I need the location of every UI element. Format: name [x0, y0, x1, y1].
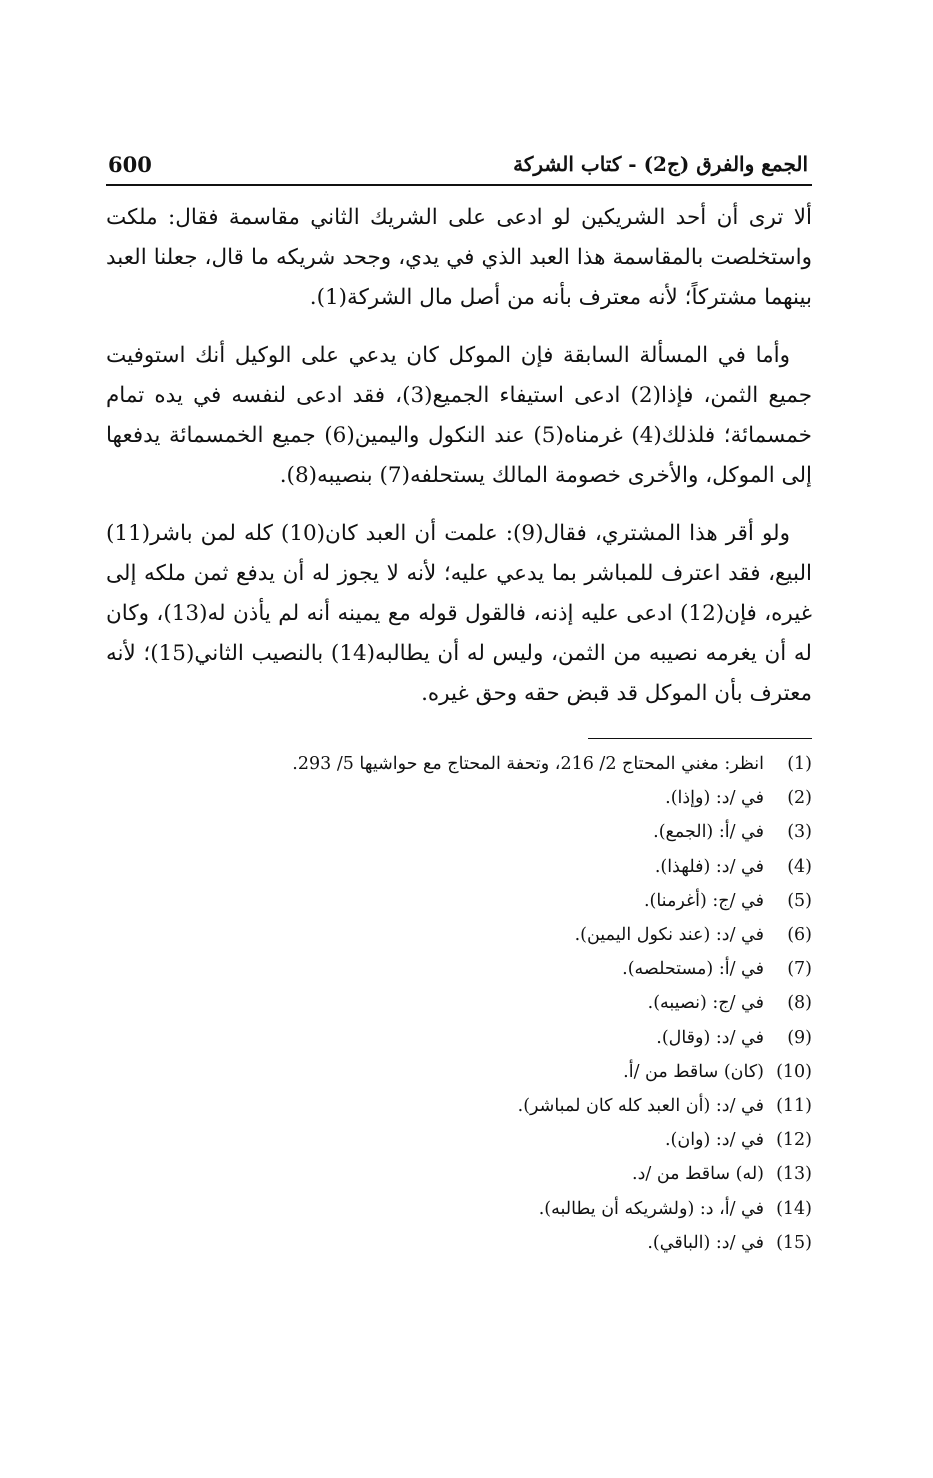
footnote-text: في /د: (الباقي). [647, 1232, 764, 1253]
paragraph-3: ولو أقر هذا المشتري، فقال(9): علمت أن العبد كان(10) كله لمن باشر(11) البيع، فقد اعترف للمباشر بما يدعي عليه؛ لأنه لا يجوز له أن يدفع ثمن ملكه إلى غيره، فإن(12) ادعى عليه إذنه، فالقول قوله مع يمينه أنه لم يأذن له(13)، وكان له أن يغرمه نصيبه من الثمن، وليس له أن يطالبه(14) بالنصيب الثاني(15)؛ لأنه معترف بأن الموكل قد قبض حقه وحق غيره. [106, 521, 812, 706]
footnote-number: (1) [787, 754, 812, 774]
footnote-item [106, 1226, 812, 1260]
footnote-text: في /د: (فلهذا). [654, 856, 764, 877]
footnote-number: (6) [787, 925, 812, 946]
main-text [106, 198, 812, 714]
footnote-number: (10) [776, 1061, 812, 1082]
footnote-text: في /أ: (مستحلصه). [622, 959, 764, 980]
footnote-text: في /د: (وان). [664, 1130, 764, 1151]
footnote-number: (13) [776, 1164, 812, 1185]
running-title: الجمع والفرق (ج2) - كتاب الشركة [513, 152, 808, 176]
footnote-number: (14) [776, 1198, 812, 1219]
footnote-item [106, 850, 812, 884]
footnote-number: (2) [787, 788, 812, 809]
footnote-item [106, 952, 812, 986]
footnote-text: في /ج: (نصيبه). [647, 993, 764, 1014]
footnote-item [106, 1192, 812, 1226]
footnote-text: (له) ساقط من /د. [632, 1164, 764, 1185]
footnote-text: في /أ: (الجمع). [653, 822, 764, 843]
footnote-item [106, 1157, 812, 1191]
footnote-text: (كان) ساقط من /أ. [623, 1061, 764, 1082]
paragraph-2: وأما في المسألة السابقة فإن الموكل كان يدعي على الوكيل أنك استوفيت جميع الثمن، فإذا(2) ادعى استيفاء الجميع(3)، فقد ادعى لنفسه في يده تمام خمسمائة؛ فلذلك(4) غرمناه(5) عند النكول واليمين(6) جميع الخمسمائة يدفعها إلى الموكل، والأخرى خصومة المالك يستحلفه(7) بنصيبه(8). [106, 343, 812, 488]
footnote-item [106, 1123, 812, 1157]
footnote-number: (12) [776, 1130, 812, 1151]
footnote-text: في /د: (أن العبد كله كان لمباشر). [517, 1096, 764, 1117]
page-number: 600 [108, 152, 152, 177]
footnote-number: (9) [787, 1027, 812, 1048]
paragraph-1: ألا ترى أن أحد الشريكين لو ادعى على الشريك الثاني مقاسمة فقال: ملكت واستخلصت بالمقاسمة هذا العبد الذي في يدي، وجحد شريكه ما قال، جعلنا العبد بينهما مشتركاً؛ لأنه معترف بأنه من أصل مال الشركة(1). [106, 205, 812, 310]
footnote-number: (7) [787, 959, 812, 980]
footnote-text: في /أ، د: (ولشريكه أن يطالبه). [538, 1198, 764, 1219]
footnote-item [106, 884, 812, 918]
footnote-item [106, 1055, 812, 1089]
footnote-item [106, 1021, 812, 1055]
footnote-text: في /د: (عند نكول اليمين). [574, 925, 764, 946]
footnote-text: انظر: مغني المحتاج 2/ 216، وتحفة المحتاج مع حواشيها 5/ 293. [292, 754, 764, 774]
footnote-item [106, 815, 812, 849]
footnote-number: (4) [787, 856, 812, 877]
footnote-text: في /ج: (أغرمنا). [643, 890, 764, 911]
footnotes-list [106, 747, 812, 1260]
footnote-number: (5) [787, 890, 812, 911]
page-header [106, 150, 812, 186]
footnote-number: (11) [776, 1096, 812, 1117]
footnote-text: في /د: (وقال). [656, 1027, 764, 1048]
footnote-item [106, 918, 812, 952]
footnote-text: في /د: (وإذا). [665, 788, 764, 809]
footnote-divider [588, 738, 812, 739]
footnote-number: (3) [787, 822, 812, 843]
footnote-number: (15) [776, 1232, 812, 1253]
footnote-number: (8) [787, 993, 812, 1014]
page [106, 150, 812, 1260]
footnote-item [106, 986, 812, 1020]
footnote-item [106, 781, 812, 815]
footnote-item [106, 747, 812, 781]
footnote-item [106, 1089, 812, 1123]
